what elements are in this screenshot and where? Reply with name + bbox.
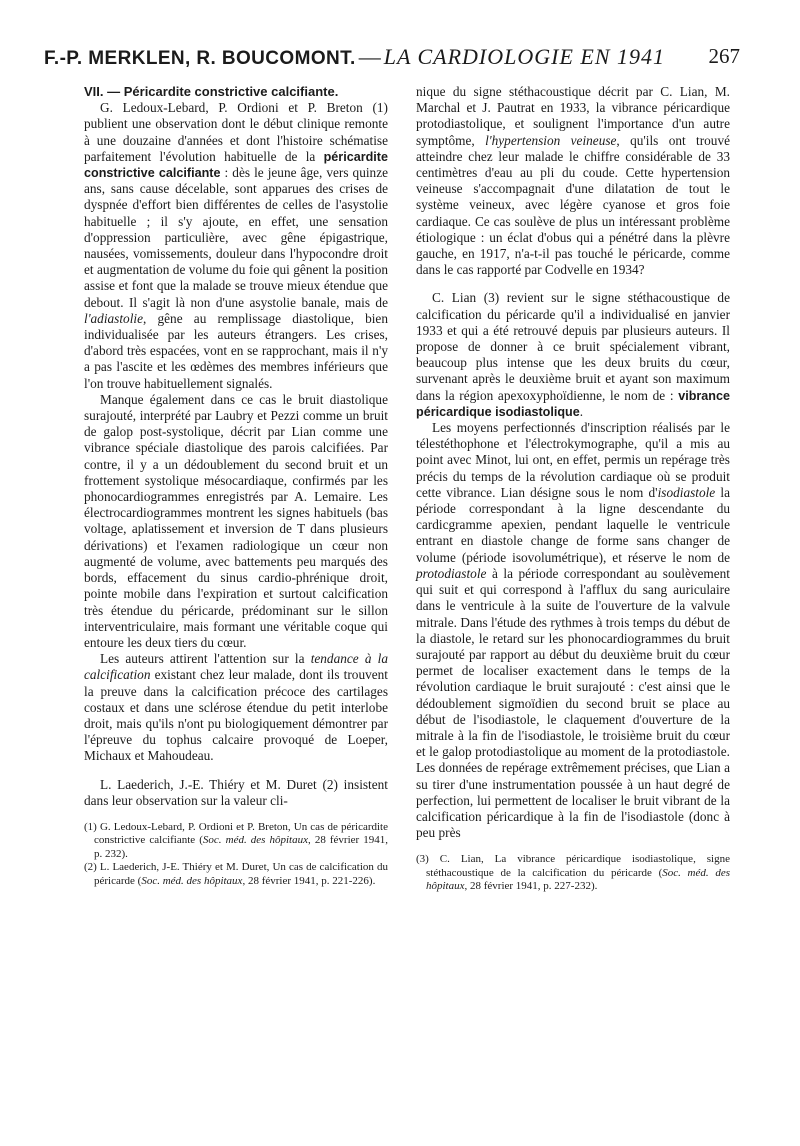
section-heading: VII. — Péricardite constrictive calcifiante. xyxy=(84,84,339,99)
page-number: 267 xyxy=(708,44,740,68)
paragraph: G. Ledoux-Lebard, P. Ordioni et P. Breton (1) publient une observation dont le début clinique remonte à une douzaine d'années et dont l'histoire schématise parfaitement l'évolution habituelle de la péricardite constrictive calcifiante : dès le jeune âge, vers quinze ans, sans cause décelable, sont apparues des crises de dyspnée d'effort bien différentes de celles de l'asystolie habituelle ; il s'y ajoute, en effet, une sensation d'oppression particulière, avec gêne épigastrique, nausées, vomissements, douleur dans l'hypocondre droit et augmentation de volume du foie qui gênent la position assise et font que la malade se trouve mieux étendue que debout. Il s'agit là non d'une asystolie banale, mais de l'adiastolie, gêne au remplissage diastolique, bien individualisée par les auteurs étrangers. Les crises, d'abord très espacées, vont en se rapprochant, mais il n'y a pas l'ascite et les œdèmes des membres inférieurs que l'on trouve habituellement signalés. xyxy=(84,100,388,391)
left-column xyxy=(84,84,388,888)
footnote: (2) L. Laederich, J-E. Thiéry et M. Duret, Un cas de calcification du péricarde (Soc. méd. des hôpitaux, 28 février 1941, p. 221-226). xyxy=(84,861,388,887)
running-header xyxy=(44,44,760,74)
footnote: (1) G. Ledoux-Lebard, P. Ordioni et P. Breton, Un cas de péricardite constrictive calcifiante (Soc. méd. des hôpitaux, 28 février 1941, p. 232). xyxy=(84,820,389,860)
right-column xyxy=(416,84,730,894)
paragraph: Les auteurs attirent l'attention sur la tendance à la calcification existant chez leur malade, dont ils trouvent la preuve dans la calcification précoce des cartilages costaux et dans une sclérose étendue du petit interlobe droit, mais qu'ils n'ont pu biologiquement démontrer par l'épreuve du tophus calcaire provoqué de Loeper, Michaux et Mahoudeau. xyxy=(84,651,388,764)
header-authors: F.-P. MERKLEN, R. BOUCOMONT. xyxy=(44,48,356,69)
footnotes xyxy=(84,821,388,888)
paragraph: Manque également dans ce cas le bruit diastolique surajouté, interprété par Laubry et Pezzi comme un bruit de galop post-systolique, décrit par Lian comme une vibrance spéciale diastolique des parois calcifiées. Par contre, il y a un dédoublement du second bruit et un frottement systolique mésocardiaque, confirmés par les phonocardiogrammes enregistrés par A. Lemaire. Les électrocardiogrammes montrent les signes habituels (bas voltage, aplatissement et inversion de T dans plusieurs dérivations) et l'examen radiologique un cœur non augmenté de volume, avec battements peu marqués des bords, effacement du sinus cardio-phrénique droit, pointe mobile dans l'expiration et surtout calcification très étendue du péricarde, prédominant sur le sillon interventriculaire, mais formant une véritable coque qui entoure les deux tiers du cœur. xyxy=(84,391,388,650)
header-title: LA CARDIOLOGIE EN 1941 xyxy=(383,44,666,69)
footnotes xyxy=(416,853,730,893)
footnote: (3) C. Lian, La vibrance péricardique isodiastolique, signe stéthacoustique de la calcification du péricarde (Soc. méd. des hôpitaux, 28 février 1941, p. 227-232). xyxy=(416,853,730,893)
paragraph: L. Laederich, J.-E. Thiéry et M. Duret (2) insistent dans leur observation sur la valeur cli- xyxy=(84,776,388,808)
paragraph: C. Lian (3) revient sur le signe stéthacoustique de calcification du péricarde qu'il a individualisé en janvier 1933 et qui a été retrouvé depuis par plusieurs auteurs. Il propose de donner à ce bruit spécialement vibrant, beaucoup plus intense que les deux bruits du cœur, survenant après le deuxième bruit et ayant son maximum dans la région apexoxyphoïdienne, le nom de : vibrance péricardique isodiastolique. xyxy=(416,290,730,419)
paragraph: nique du signe stéthacoustique décrit par C. Lian, M. Marchal et J. Pautrat en 1933, la vibrance péricardique protodiastolique, et soulignent l'importance d'un autre symptôme, l'hypertension veineuse, qu'ils ont trouvé atteindre chez leur malade le chiffre considérable de 33 centimètres d'eau au pli du coude. Cette hypertension veineuse s'accompagnait d'une dilatation de tout le système veineux, avec légère cyanose et gros foie cardiaque. Ce cas soulève de plus un intéressant problème étiologique : un éclat d'obus qui a pénétré dans la plèvre gauche, en 1917, n'a-t-il pas touché le péricarde, comme dans le cas rapporté par Codvelle en 1934? xyxy=(416,84,730,278)
paragraph: Les moyens perfectionnés d'inscription réalisés par le télestéthophone et l'électrokymographe, qu'il a mis au point avec Minot, lui ont, en effet, permis un repérage très précis du temps de la révolution cardiaque où se produit cette vibrance. Lian désigne sous le nom d'isodiastole la période correspondant à la ligne descendante du cardicgramme apexien, pendant laquelle le ventricule entrant en diastole change de forme sans changer de volume (période isovolumétrique), et réserve le nom de protodiastole à la période correspondant au soulèvement qui suit et qui correspond à l'afflux du sang auriculaire dans le ventricule à la suite de l'ouverture de la valvule mitrale. Dans l'étude des rythmes à trois temps du début de la diastole, le retard sur les phonocardiogrammes du bruit surajouté par rapport au début du deuxième bruit du cœur permet de localiser exactement dans le temps de la révolution cardiaque le bruit surajouté : c'est ainsi que le dédoublement sigmoïdien du second bruit se place au début de l'isodiastole, le claquement d'ouverture de la mitrale à la fin de l'isodiastole, le troisième bruit du cœur et le galop protodiastolique au moment de la protodiastole. Les données de repérage extrêmement précises, que Lian a su tirer d'une instrumentation poussée à un haut degré de perfection, lui permettent de localiser le bruit vibrant de la calcification péricardique à la fin de l'isodiastole (donc à peu près xyxy=(416,420,731,841)
header-dash: — xyxy=(358,44,381,69)
